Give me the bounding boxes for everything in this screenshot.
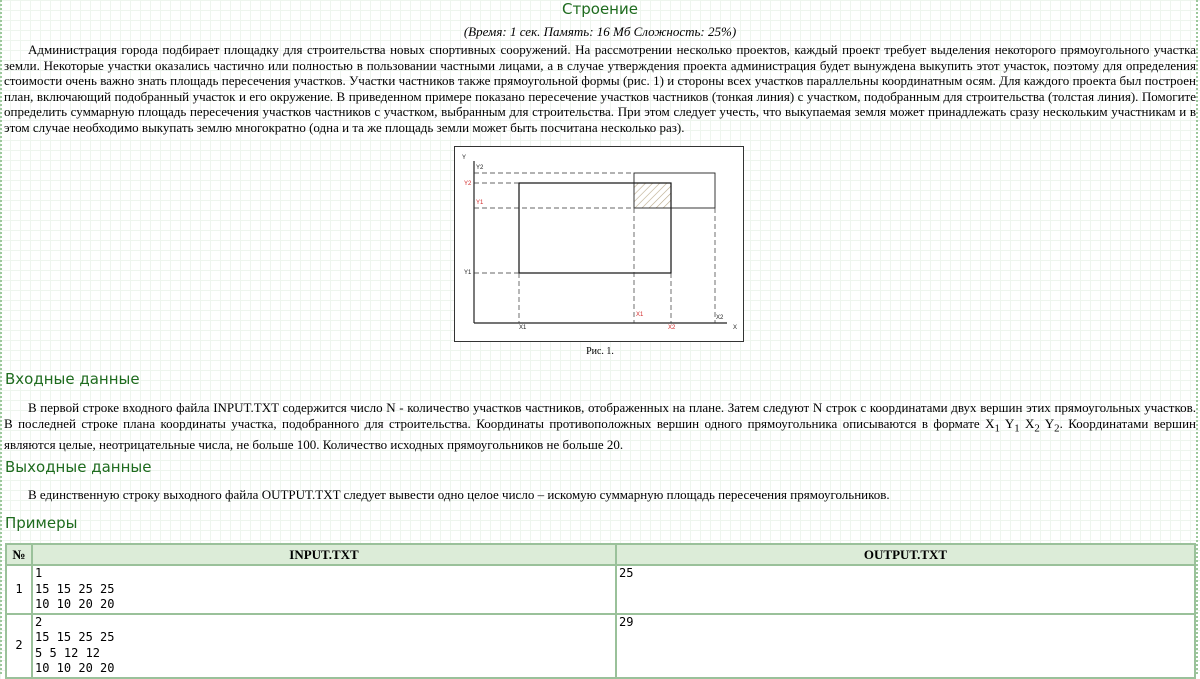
table-row <box>6 614 1195 678</box>
problem-statement <box>4 42 1196 135</box>
example-output: 25 <box>616 565 1195 614</box>
label-y1-black: Y1 <box>464 270 472 276</box>
input-text-1: В первой строке входного файла INPUT.TXT содержится число N - количество участков частников, отображенных на плане. Затем следуют N строк с координатами двух вершин этих прямоугольных участков. В последней строке плана координаты участка, подобранного для строительства. Координаты противоположных вершин одного прямоугольника описываются в формате <box>4 400 1196 431</box>
input-text-2: . Координатами вершин являются целые, неотрицательные числа, не больше 100. Количество исходных прямоугольников не больше 20. <box>4 415 1196 452</box>
input-paragraph <box>4 400 1196 452</box>
x-axis-label: X <box>733 325 738 331</box>
output-heading: Выходные данные <box>5 458 152 476</box>
examples-table <box>5 543 1196 679</box>
input-description <box>4 400 1196 452</box>
example-number: 1 <box>6 565 32 614</box>
label-y2-red: Y2 <box>464 181 472 187</box>
column-number: № <box>6 544 32 565</box>
figure-diagram <box>454 146 744 342</box>
label-y2-black: Y2 <box>476 165 484 171</box>
output-description <box>4 487 1196 503</box>
intersection-area <box>634 183 671 208</box>
example-input: 2 15 15 25 25 5 5 12 12 10 10 20 20 <box>32 614 616 678</box>
y-axis-label: Y <box>462 155 467 161</box>
label-x1-red: X1 <box>636 312 644 318</box>
statement-paragraph: Администрация города подбирает площадку для строительства новых спортивных сооружений. На рассмотрении несколько проектов, каждый проект требует выделения некоторого прямоугольного участка земли. Некоторые участки оказались частично или полностью в пользовании частными лицами, а в случае утверждения проекта администрация будет вынуждена выкупить этот участок, поэтому для определения стоимости очень важно знать площадь пересечения участков. Участки частников также прямоугольной формы (рис. 1) и стороны всех участков параллельны координатным осям. Для каждого проекта был построен план, включающий подобранный участок и его окружение. В приведенном примере показано пересечение участков частников (тонкая линия) с участком, подобранным для строительства (толстая линия). Помогите определить суммарную площадь пересечения участков частников с участком, выбранным для строительства. При этом следует учесть, что выкупаемая земля может принадлежать сразу нескольким участникам и в этом случае необходимо выкупать землю многократно (одна и та же площадь земли может быть посчитана несколько раз). <box>4 42 1196 135</box>
label-x1-black: X1 <box>519 325 527 331</box>
figure-caption: Рис. 1. <box>586 346 614 357</box>
intersection-diagram <box>455 147 743 341</box>
page-title: Строение <box>562 0 638 18</box>
examples-heading: Примеры <box>5 514 78 532</box>
column-output: OUTPUT.TXT <box>616 544 1195 565</box>
example-output: 29 <box>616 614 1195 678</box>
coordinate-format: $X_1$ $Y_1$ $X_2$ $Y_2$ <box>985 415 1060 435</box>
input-heading: Входные данные <box>5 370 140 388</box>
example-number: 2 <box>6 614 32 678</box>
examples-header-row <box>6 544 1195 565</box>
problem-limits: (Время: 1 сек. Память: 16 Мб Сложность: 25%) <box>463 24 737 39</box>
column-input: INPUT.TXT <box>32 544 616 565</box>
table-row <box>6 565 1195 614</box>
label-x2-black: X2 <box>716 315 724 321</box>
example-input: 1 15 15 25 25 10 10 20 20 <box>32 565 616 614</box>
output-paragraph: В единственную строку выходного файла OUTPUT.TXT следует вывести одно целое число – искомую суммарную площадь пересечения прямоугольников. <box>28 487 890 502</box>
label-x2-red: X2 <box>668 325 676 331</box>
label-y1-red: Y1 <box>476 200 484 206</box>
